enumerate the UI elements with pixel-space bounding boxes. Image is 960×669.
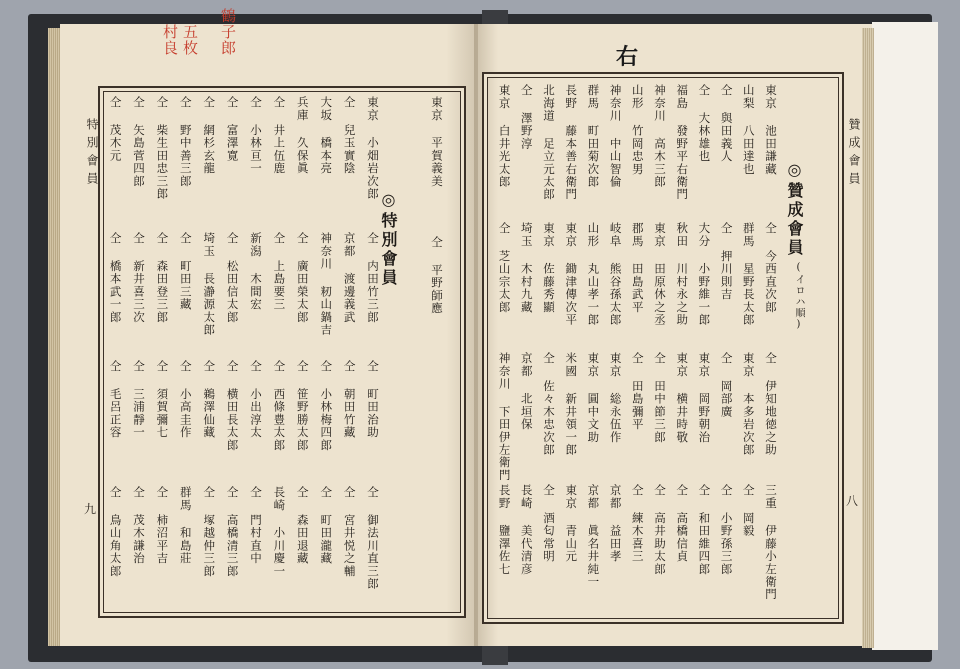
member-entry: 仝 練木喜三 [630, 484, 645, 563]
member-entry: 仝 須賀彌七 [155, 360, 170, 439]
member-entry: 仝 岡部廣 [719, 352, 734, 418]
member-entry: 東京 青山元 [564, 484, 579, 563]
member-entry: 仝 小出淳太 [249, 360, 263, 439]
member-entry: 仝 高井助太郎 [653, 484, 667, 576]
member-entry: 仝 押川則吉 [719, 222, 734, 301]
member-entry: 仝 高橋清三郎 [225, 486, 240, 578]
member-entry: 山形 竹岡忠男 [630, 84, 645, 176]
member-entry: 仝 鵜澤仙藏 [202, 360, 217, 439]
member-entry: 仝 高橋信貞 [675, 484, 690, 563]
member-entry: 仝 野中善三郎 [178, 96, 193, 188]
margin-note-2: 五枚 [181, 24, 199, 56]
member-entry: 東京 横井時敬 [675, 352, 690, 444]
member-entry: 仝 毛呂正容 [108, 360, 123, 439]
margin-note-right: 右 [616, 44, 639, 70]
member-entry: 福島 發野平右衛門 [675, 84, 690, 201]
intro-line-1: 東京 平賀義美 [430, 96, 444, 188]
member-entry: 京都 益田孝 [608, 484, 623, 563]
member-entry: 埼玉 木村九藏 [519, 222, 534, 314]
member-entry: 仝 鳥山角太郎 [108, 486, 123, 578]
member-entry: 神奈川 籾山鍋吉 [319, 232, 334, 337]
member-entry: 仝 町田瀧藏 [319, 486, 334, 565]
endpaper [872, 22, 938, 650]
member-entry: 仝 町田治助 [366, 360, 380, 439]
member-entry: 東京 本多岩次郎 [741, 352, 756, 457]
member-entry: 仝 澤野淳 [519, 84, 534, 150]
member-entry: 仝 富澤寛 [225, 96, 240, 162]
member-entry: 新潟 木間宏 [249, 232, 263, 311]
member-entry: 仝 與田義人 [719, 84, 734, 163]
member-entry: 秋田 川村永之助 [675, 222, 690, 327]
member-entry: 仝 柴生田忠三郎 [155, 96, 170, 201]
member-entry: 東京 小畑岩次郎 [366, 96, 380, 201]
member-entry: 山形 丸山孝一郎 [586, 222, 601, 327]
member-entry: 大坂 橋本亮 [319, 96, 334, 175]
member-entry: 仝 橋本武一郎 [108, 232, 123, 324]
member-entry: 仝 新井喜三次 [132, 232, 146, 324]
special-members-heading: ◎特別會員 [379, 190, 398, 288]
member-entry: 仝 小林梅四郎 [319, 360, 334, 452]
member-entry: 仝 和田維四郎 [697, 484, 712, 576]
member-entry: 長野 藤本善右衛門 [564, 84, 579, 201]
member-entry: 仝 朝田竹藏 [342, 360, 357, 439]
member-entry: 仝 上島要三 [272, 232, 287, 311]
member-entry: 東京 総永伍作 [608, 352, 623, 444]
member-entry: 東京 白井光太郎 [497, 84, 512, 189]
member-entry: 埼玉 長瀞源太郎 [202, 232, 217, 337]
member-entry: 仝 伊知地徳之助 [764, 352, 778, 457]
member-entry: 群馬 星野長太郎 [741, 222, 756, 327]
intro-line-2: 仝 平野師應 [430, 236, 444, 315]
member-entry: 仝 酒匂常明 [542, 484, 556, 563]
member-entry: 東京 池田謙藏 [764, 84, 778, 176]
member-entry: 仝 小高圭作 [178, 360, 193, 439]
member-entry: 京都 眞名井純一 [586, 484, 601, 589]
member-entry: 米國 新井領一郎 [564, 352, 579, 457]
member-entry: 仝 田島彌平 [630, 352, 645, 431]
member-entry: 仝 茂木謙治 [132, 486, 146, 565]
member-entry: 仝 網杉玄龍 [202, 96, 217, 175]
member-entry: 長崎 美代清彦 [519, 484, 534, 576]
member-entry: 東京 佐藤秀顯 [542, 222, 556, 314]
left-page-number: 九 [84, 502, 97, 516]
member-entry: 京都 渡邊義武 [342, 232, 357, 324]
member-entry: 仝 笹野勝太郎 [295, 360, 310, 452]
member-entry: 仝 西條豊太郎 [272, 360, 287, 452]
member-entry: 仝 横田長太郎 [225, 360, 240, 452]
member-entry: 仝 柿沼平吉 [155, 486, 170, 565]
member-entry: 仝 岡毅 [741, 484, 756, 538]
member-entry: 北海道 足立元太郎 [542, 84, 556, 201]
member-entry: 神奈川 中山智倫 [608, 84, 623, 189]
margin-note-3: 鶴子郎 [219, 8, 237, 56]
member-entry: 三重 伊藤小左衛門 [764, 484, 778, 601]
member-entry: 仝 松田信太郎 [225, 232, 240, 324]
member-entry: 東京 田原休之丞 [653, 222, 667, 327]
member-entry: 仝 門村直中 [249, 486, 263, 565]
member-entry: 仝 森田登三郎 [155, 232, 170, 324]
right-running-head: 贊成會員 [847, 118, 861, 190]
member-entry: 京都 北垣保 [519, 352, 534, 431]
member-entry: 仝 三浦靜一 [132, 360, 146, 439]
member-entry: 仝 森田退藏 [295, 486, 310, 565]
member-entry: 神奈川 下田伊左衛門 [497, 352, 512, 482]
supporting-members-subheading: (イロハ順) [793, 262, 804, 332]
member-entry: 仝 佐々木忠次郎 [542, 352, 556, 457]
member-entry: 兵庫 久保眞 [295, 96, 310, 175]
member-entry: 東京 鋤津傳次平 [564, 222, 579, 327]
member-entry: 仝 兒玉實陰 [342, 96, 357, 175]
margin-note-1: 村良 [161, 24, 179, 56]
member-entry: 郡馬 田島武平 [630, 222, 645, 314]
member-entry: 仝 今西直次郎 [764, 222, 778, 314]
member-entry: 仝 茂木元 [108, 96, 123, 162]
member-entry: 長野 鹽澤佐七 [497, 484, 512, 576]
member-entry: 仝 内田竹三郎 [366, 232, 380, 324]
member-entry: 仝 廣田榮太郎 [295, 232, 310, 324]
left-running-head: 特別會員 [85, 118, 99, 190]
member-entry: 群馬 町田菊次郎 [586, 84, 601, 189]
member-entry: 仝 御法川直三郎 [366, 486, 380, 591]
member-entry: 仝 塚越仲三郎 [202, 486, 217, 578]
member-entry: 仝 芝山宗太郎 [497, 222, 512, 314]
supporting-members-heading: ◎贊成會員 [785, 160, 804, 258]
member-entry: 山梨 八田達也 [741, 84, 756, 176]
member-entry: 神奈川 高木三郎 [653, 84, 667, 189]
member-entry: 仝 宮井悦之輔 [342, 486, 357, 578]
member-entry: 東京 岡野朝治 [697, 352, 712, 444]
member-entry: 仝 小野孫三郎 [719, 484, 734, 576]
right-page-number: 八 [846, 494, 859, 508]
page-edges-right [862, 28, 874, 648]
member-entry: 仝 小林亘一 [249, 96, 263, 175]
member-entry: 長崎 小川慶一 [272, 486, 287, 578]
member-entry: 仝 矢島菅四郎 [132, 96, 146, 188]
member-entry: 仝 井上伍鹿 [272, 96, 287, 175]
member-entry: 仝 大林雄也 [697, 84, 712, 163]
member-entry: 岐阜 熊谷孫太郎 [608, 222, 623, 327]
member-entry: 仝 町田三藏 [178, 232, 193, 311]
member-entry: 仝 田中節三郎 [653, 352, 667, 444]
member-entry: 大分 小野維一郎 [697, 222, 712, 327]
member-entry: 群馬 和島莊 [178, 486, 193, 565]
member-entry: 東京 圓中文助 [586, 352, 601, 444]
